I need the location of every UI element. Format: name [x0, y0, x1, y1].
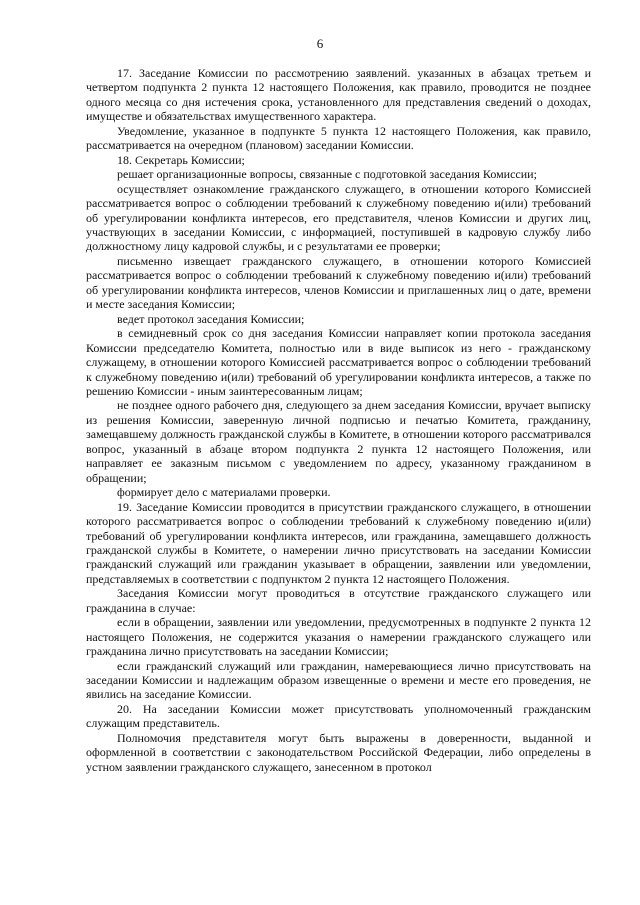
- paragraph-18-item: решает организационные вопросы, связанные с подготовкой заседания Комиссии;: [117, 167, 537, 182]
- paragraph-20-powers: Полномочия представителя могут быть выражены в доверенности, выданной и оформленной в соответствии с законодательством Российской Федерации, либо определены в устном заявлении гражданского служащего, занесенном в протокол: [86, 730, 591, 774]
- paragraph-18-item: письменно извещает гражданского служащего, в отношении которого Комиссией рассматривается вопрос о соблюдении требований к служебному поведению и(или) требований об урегулировании конфликта интересов, членов Комиссии и приглашенных лиц о дате, времени и месте заседания Комиссии;: [86, 253, 591, 312]
- paragraph-19: 19. Заседание Комиссии проводится в присутствии гражданского служащего, в отношении которого рассматривается вопрос о соблюдении требований к служебному поведению и(или) требований об урегулировании конфликта интересов, или гражданина, замещавшего должность гражданской службы в Комитете, о намерении лично присутствовать на заседании Комиссии гражданский служащий или гражданин указывает в обращении, заявлении или уведомлении, представляемых в соответствии с подпунктом 2 пункта 12 настоящего Положения.: [86, 499, 591, 586]
- paragraph-17-notice: Уведомление, указанное в подпункте 5 пункта 12 настоящего Положения, как правило, рассматривается на очередном (плановом) заседании Комиссии.: [86, 123, 591, 153]
- paragraph-18-item: в семидневный срок со дня заседания Комиссии направляет копии протокола заседания Комиссии председателю Комитета, полностью или в виде выписок из него - гражданскому служащему, в отношении которого Комиссией рассматривается вопрос о соблюдении требований к служебному поведению и(или) требований об урегулировании конфликта интересов, а также по решению Комиссии - иным заинтересованным лицам;: [86, 326, 591, 398]
- paragraph-18-item: осуществляет ознакомление гражданского служащего, в отношении которого Комиссией рассматривается вопрос о соблюдении требований к служебному поведению и(или) требований об урегулировании конфликта интересов, его представителя, членов Комиссии и других лиц, участвующих в заседании Комиссии, с информацией, поступившей в кадровую службу либо должностному лицу кадровой службы, и с результатами ее проверки;: [86, 181, 591, 254]
- document-body: [86, 66, 591, 774]
- paragraph-19-absence: Заседания Комиссии могут проводиться в отсутствие гражданского служащего или гражданина в случае:: [86, 586, 591, 615]
- paragraph-18: 18. Секретарь Комиссии;: [117, 152, 245, 167]
- paragraph-17: 17. Заседание Комиссии по рассмотрению заявлений. указанных в абзацах третьем и четвертом подпункта 2 пункта 12 настоящего Положения, как правило, проводится не позднее одного месяца со дня истечения срока, установленного для представления сведений о доходах, имуществе и обязательствах имущественного характера.: [86, 66, 591, 124]
- page-number: 6: [316, 36, 324, 51]
- paragraph-18-item: ведет протокол заседания Комиссии;: [117, 311, 305, 326]
- paragraph-19-case: если в обращении, заявлении или уведомлении, предусмотренных в подпункте 2 пункта 12 настоящего Положения, не содержится указания о намерении гражданского служащего или гражданина лично присутствовать на заседании Комиссии;: [86, 615, 591, 659]
- paragraph-18-item: не позднее одного рабочего дня, следующего за днем заседания Комиссии, вручает выписку из решения Комиссии, заверенную личной подписью и печатью Комитета, гражданину, замещавшему должность гражданской службы в Комитете, в отношении которого рассматривался вопрос, указанный в абзаце втором подпункта 2 пункта 12 настоящего Положения, или направляет ее заказным письмом с уведомлением по адресу, указанному гражданином в обращении;: [86, 398, 591, 485]
- paragraph-19-case: если гражданский служащий или гражданин, намеревающиеся лично присутствовать на заседании Комиссии и надлежащим образом извещенные о времени и месте его проведения, не явились на заседание Комиссии.: [86, 658, 591, 702]
- paragraph-18-item: формирует дело с материалами проверки.: [117, 485, 331, 500]
- paragraph-20: 20. На заседании Комиссии может присутствовать уполномоченный гражданским служащим представитель.: [86, 701, 591, 731]
